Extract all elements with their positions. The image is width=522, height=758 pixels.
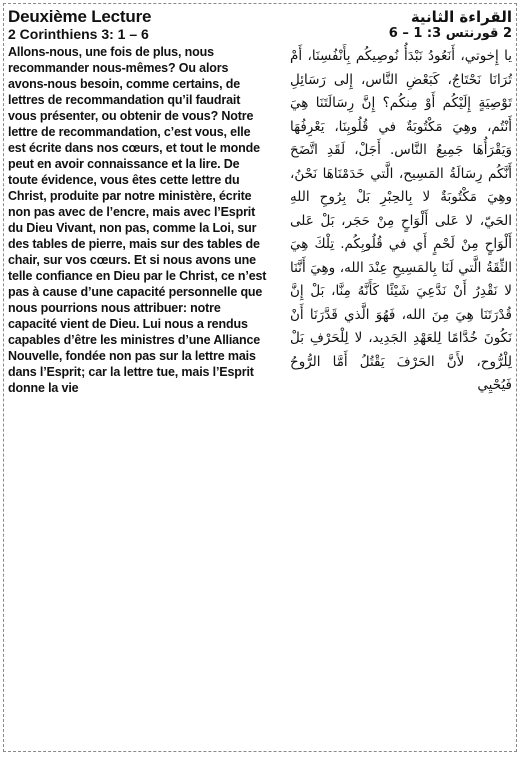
- arabic-reference: 2 قورنتس 3: 1 – 6: [388, 26, 512, 41]
- arabic-body: يا إِخوتي، أَنَعُودُ نَبْدَأُ نُوصِيكُم بِأَنْفُسِنَا، أَمْ تُرَانَا نَحْتَاجُ، كَبَعْضِ النَّاس، إِلى رَسَائِلِ تَوْصِيَةٍ إِلَيْكُم أَوْ مِنكُم؟ إِنَّ رِسَالَتَنَا هِيَ أَنْتُم، وهِيَ مَكْتُوبَةٌ في قُلُوبِنَا، يَعْرِفُهَا وَيَقْرَأُهَا جَمِيعُ النَّاس. أَجَلْ، لَقَدِ اتَّضَحَ أَنَّكُم رِسَالَةُ المَسِيح، الَّتي خَدَمْنَاهَا نَحْنُ، وهِيَ مَكْتُوبَةٌ لا بِالحِبْرِ بَلْ بِرُوحِ اللهِ الحَيّ، لا عَلى أَلْوَاحٍ مِنْ حَجَر، بَلْ عَلى أَلْوَاحٍ مِنْ لَحْمٍ أَي في قُلُوبِكُم. تِلْكَ هِيَ الثِّقَةُ الَّتي لَنَا بِالمَسِيحِ عِنْدَ الله، وهِيَ أَنَّنَا لا نَقْدِرُ أَنْ نَدَّعِيَ شَيْئًا كَأَنَّهُ مِنَّا، بَلْ إِنَّ قُدْرَتَنَا هِيَ مِنَ الله، فَهُوَ الَّذي قَدَّرَنَا أَنْ نَكُونَ خُدَّامًا لِلعَهْدِ الجَدِيد، لا لِلْحَرْفِ بَلْ لِلْرُّوح، لأَنَّ الحَرْفَ يَقْتُلُ أَمَّا الرُّوحُ فَيُحْيِي: [290, 48, 512, 393]
- reading-card: [3, 3, 517, 752]
- french-reference: 2 Corinthiens 3: 1 – 6: [8, 26, 149, 42]
- arabic-title: القراءة الثانية: [410, 8, 512, 26]
- french-body: Allons-nous, une fois de plus, nous recommander nous-mêmes? Ou alors avons-nous besoin, comme certains, de lettres de recommandation qu’il faudrait vous présenter, ou obtenir de vous? Notre lettre de recommandation, c’est vous, elle est écrite dans nos cœurs, et tout le monde peut en avoir connaissance et la lire. De toute évidence, vous êtes cette lettre du Christ, produite par notre ministère, écrite non pas avec de l’encre, mais avec l’Esprit du Dieu Vivant, non pas, comme la Loi, sur des tables de pierre, mais sur des tables de chair, sur vos cœurs. Et si nous avons une telle confiance en Dieu par le Christ, ce n’est pas à cause d’une capacité personnelle que nous pourrions nous attribuer: notre capacité vient de Dieu. Lui nous a rendus capables d’être les ministres d’une Alliance Nouvelle, fondée non pas sur la lettre mais dans l’Esprit; car la lettre tue, mais l’Esprit donne la vie: [8, 45, 267, 395]
- arabic-column: [290, 8, 512, 398]
- french-column: [8, 8, 270, 396]
- french-title: Deuxième Lecture: [8, 7, 152, 26]
